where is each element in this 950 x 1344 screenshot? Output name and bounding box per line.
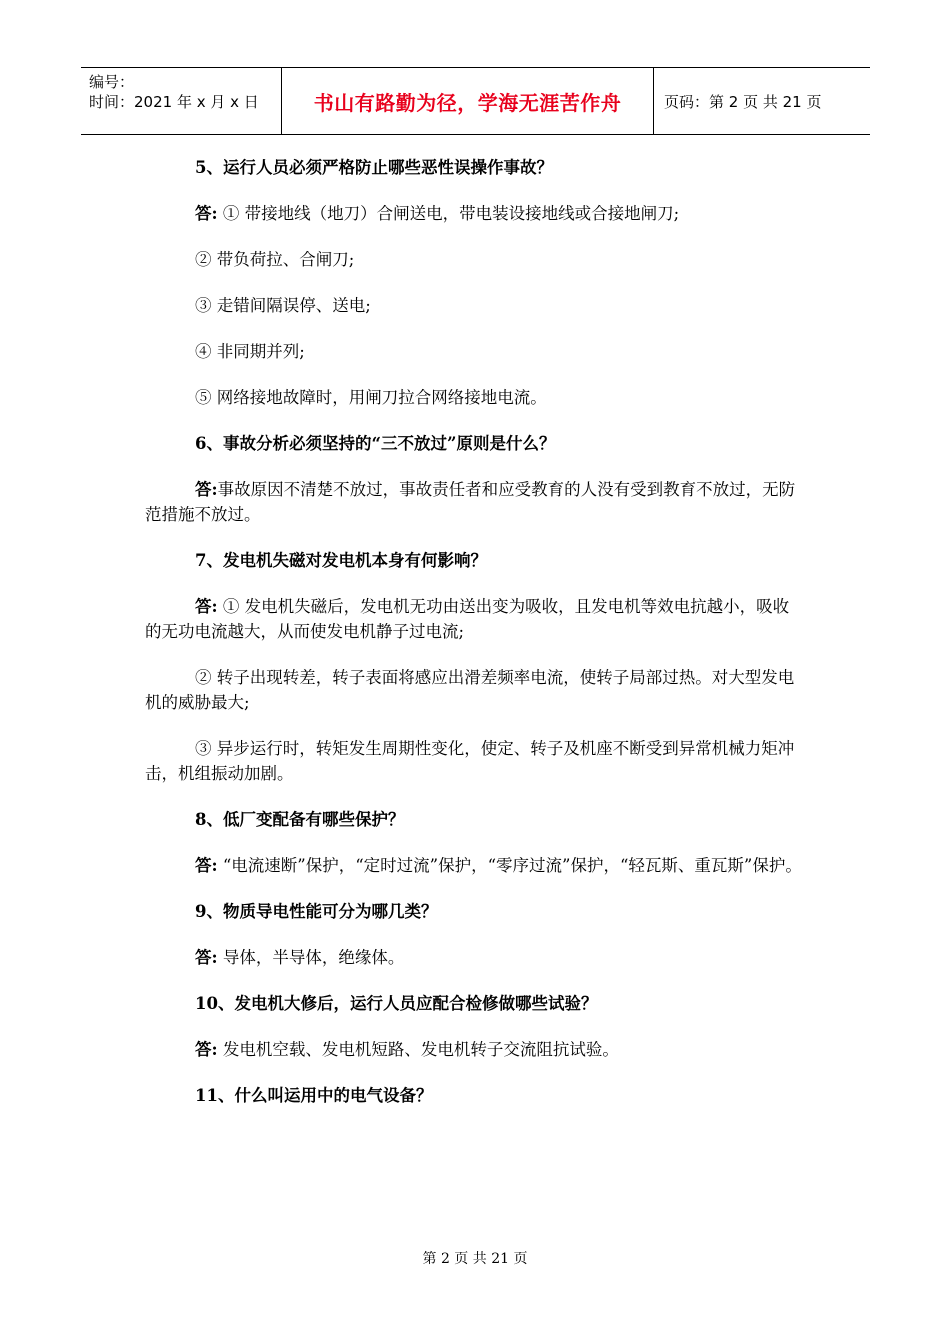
question-heading: 5、运行人员必须严格防止哪些恶性误操作事故？ [195, 158, 553, 177]
answer-item [145, 247, 805, 272]
answer-text: ① 发电机失磁后，发电机无功由送出变为吸收，且发电机等效电抗越小，吸收的无功电流越大，从而使发电机静子过电流; [145, 597, 790, 641]
answer-item [145, 736, 805, 786]
answer-item [145, 385, 805, 410]
answer-paragraph [145, 594, 805, 644]
answer-label: 答: [195, 597, 218, 616]
answer-label: 答: [195, 204, 218, 223]
header-motto: 书山有路勤为径，学海无涯苦作舟 [282, 68, 654, 134]
answer-paragraph [145, 853, 805, 878]
question-heading: 9、物质导电性能可分为哪几类？ [195, 902, 438, 921]
answer-label: 答: [195, 856, 218, 875]
answer-item [145, 293, 805, 318]
answer-text: ④ 非同期并列; [195, 342, 305, 361]
answer-paragraph [145, 201, 805, 226]
answer-text: 发电机空载、发电机短路、发电机转子交流阻抗试验。 [217, 1040, 619, 1059]
answer-paragraph [145, 945, 805, 970]
answer-text: ① 带接地线（地刀）合闸送电，带电装设接地线或合接地闸刀; [217, 204, 680, 223]
answer-text: ② 转子出现转差，转子表面将感应出滑差频率电流，使转子局部过热。对大型发电机的威胁最大; [145, 668, 795, 712]
document-number-label: 编号： [89, 73, 135, 91]
answer-text: ⑤ 网络接地故障时，用闸刀拉合网络接地电流。 [195, 388, 547, 407]
answer-paragraph [145, 477, 805, 527]
question-heading: 10、发电机大修后，运行人员应配合检修做哪些试验？ [195, 994, 598, 1013]
question-heading: 11、什么叫运用中的电气设备？ [195, 1086, 433, 1105]
question-heading: 7、发电机失磁对发电机本身有何影响？ [195, 551, 487, 570]
answer-text: 导体，半导体，绝缘体。 [217, 948, 405, 967]
question-heading: 6、事故分析必须坚持的“三不放过”原则是什么？ [195, 434, 556, 453]
answer-label: 答: [195, 1040, 218, 1059]
header-meta [81, 68, 282, 134]
answer-text: “电流速断”保护，“定时过流”保护，“零序过流”保护，“轻瓦斯、重瓦斯”保护。 [217, 856, 802, 875]
question-heading: 8、低厂变配备有哪些保护？ [195, 810, 405, 829]
answer-text: ③ 异步运行时，转矩发生周期性变化，使定、转子及机座不断受到异常机械力矩冲击，机组振动加剧。 [145, 739, 795, 783]
page-footer: 第 2 页 共 21 页 [422, 1251, 528, 1267]
answer-label: 答: [195, 948, 218, 967]
answer-text: ③ 走错间隔误停、送电; [195, 296, 371, 315]
document-date: 时间：2021 年 x 月 x 日 [89, 93, 259, 111]
page-header [81, 67, 870, 135]
answer-paragraph [145, 1037, 805, 1062]
answer-label: 答: [195, 480, 218, 499]
header-page-info: 页码：第 2 页 共 21 页 [664, 92, 822, 111]
answer-text: ② 带负荷拉、合闸刀; [195, 250, 355, 269]
document-body [145, 155, 805, 1129]
answer-item [145, 665, 805, 715]
answer-text: 事故原因不清楚不放过，事故责任者和应受教育的人没有受到教育不放过，无防范措施不放过。 [145, 480, 796, 524]
answer-item [145, 339, 805, 364]
